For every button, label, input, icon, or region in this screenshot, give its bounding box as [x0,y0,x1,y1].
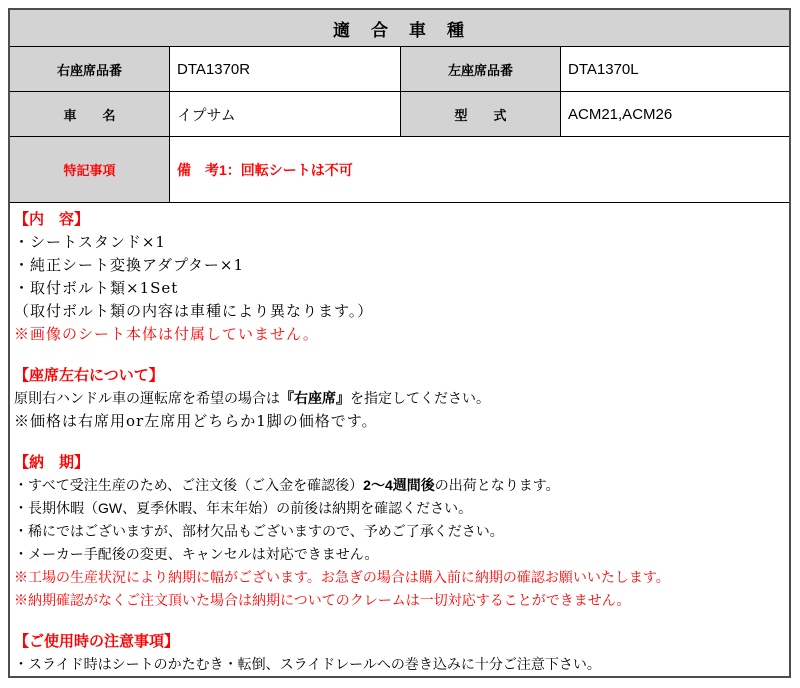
text-line: ※工場の生産状況により納期に幅がございます。お急ぎの場合は購入前に納期の確認お願いいたします。 [14,569,670,585]
section [14,364,781,433]
value-car-name: イプサム [170,92,401,137]
section [14,451,781,612]
label-left-seat-part-number: 左座席品番 [401,47,561,92]
text-line: ・稀にではございますが、部材欠品もございますので、予めご了承ください。 [14,523,504,539]
text-line: ・取付ボルト類×1Set [14,279,179,297]
text-line: ・メーカー手配後の変更、キャンセルは対応できません。 [14,546,379,562]
value-model-code: ACM21,ACM26 [561,92,789,137]
value-special-notes: 備 考1：回転シートは不可 [170,137,789,203]
spec-table [8,8,791,678]
text-line: ・スライド時はシートのかたむき・転倒、スライドレールへの巻き込みに十分ご注意下さい。 [14,656,601,672]
section [14,208,781,346]
text-line: 原則右ハンドル車の運転席を希望の場合は『右座席』を指定してください。 [14,390,490,406]
text-line: ※価格は右席用or左席用どちらか1脚の価格です。 [14,412,378,430]
content-sections [10,203,789,676]
section [14,630,781,676]
text-line: ・純正シート変換アダプター×1 [14,256,245,274]
section-heading: 【内 容】 [14,211,90,228]
text-line: （取付ボルト類の内容は車種により異なります。） [14,302,374,320]
label-special-notes: 特記事項 [10,137,170,203]
label-right-seat-part-number: 右座席品番 [10,47,170,92]
label-model-code: 型 式 [401,92,561,137]
section-heading: 【座席左右について】 [14,367,164,384]
value-right-seat-part-number: DTA1370R [170,47,401,92]
table-title: 適 合 車 種 [10,10,789,47]
text-line: ・長期休暇（GW、夏季休暇、年末年始）の前後は納期を確認ください。 [14,500,473,516]
text-line: ※画像のシート本体は付属していません。 [14,325,319,343]
label-car-name: 車 名 [10,92,170,137]
text-line: ・すべて受注生産のため、ご注文後（ご入金を確認後）2～4週間後の出荷となります。 [14,477,560,493]
text-line: ・シートスタンド×1 [14,233,166,251]
text-line: ※納期確認がなくご注文頂いた場合は納期についてのクレームは一切対応することができません。 [14,592,631,608]
value-left-seat-part-number: DTA1370L [561,47,789,92]
section-heading: 【納 期】 [14,454,90,471]
section-heading: 【ご使用時の注意事項】 [14,633,180,650]
